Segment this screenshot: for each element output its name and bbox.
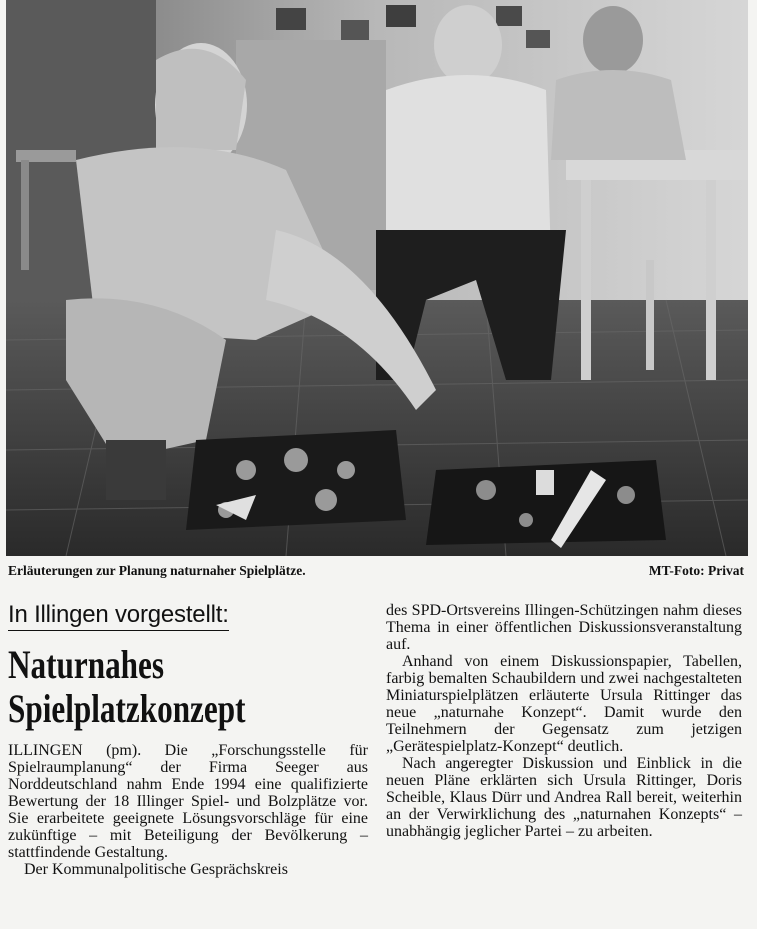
body-paragraph: Nach angeregter Diskussion und Einblick in die neuen Pläne erklärten sich Ursula Rittinger, Doris Scheible, Klaus Dürr und Andrea Rall bereit, weiterhin an der Verwirklichung des „naturnahen Konzepts“ – unabhängig jeglicher Partei – zu arbeiten.	[386, 755, 742, 840]
photo-credit: MT-Foto: Privat	[648, 563, 744, 578]
photo-caption-line	[8, 562, 744, 580]
body-paragraph: ILLINGEN (pm). Die „Forschungsstelle für Spielraumplanung“ der Firma Seeger aus Norddeutschland nahm Ende 1994 eine qualifizierte Bewertung der 18 Illinger Spiel- und Bolzplätze vor. Sie erarbeitete geeignete Lösungsvorschläge für eine zukünftige – mit Beteiligung der Bevölkerung – stattfindende Gestaltung.	[8, 742, 368, 861]
article-column-left	[8, 742, 368, 878]
headline-line-2: Spielplatzkonzept	[8, 686, 246, 731]
body-paragraph: Der Kommunalpolitische Gesprächskreis	[24, 861, 288, 878]
body-paragraph: des SPD-Ortsvereins Illingen-Schützingen nahm dieses Thema in einer öffentlichen Diskussionsveranstaltung auf.	[386, 602, 742, 653]
photo-caption: Erläuterungen zur Planung naturnaher Spielplätze.	[8, 563, 306, 578]
article-kicker: In Illingen vorgestellt:	[8, 601, 229, 631]
body-paragraph: Anhand von einem Diskussionspapier, Tabellen, farbig bemalten Schaubildern und zwei nachgestalteten Miniaturspielplätzen erläuterte Ursula Rittinger das neue „naturnahe Konzept“. Damit wurde den Teilnehmern der Gegensatz zum jetzigen „Gerätespielplatz-Konzept“ deutlich.	[386, 653, 742, 755]
article-column-right	[386, 602, 742, 840]
article-headline	[8, 643, 297, 731]
headline-line-1: Naturnahes	[8, 642, 165, 687]
photo-illustration	[6, 0, 748, 556]
article-photo	[6, 0, 748, 556]
